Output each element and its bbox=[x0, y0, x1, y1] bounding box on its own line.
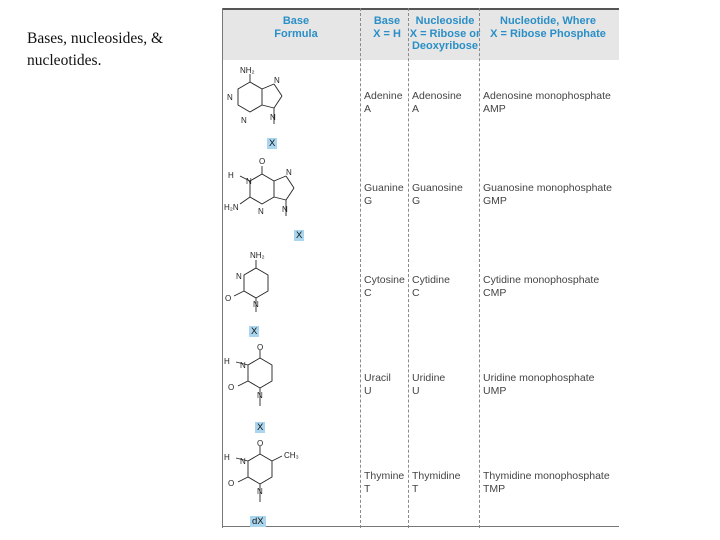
table-header bbox=[222, 8, 619, 60]
column-divider bbox=[408, 8, 409, 528]
base-name: Guanine bbox=[364, 182, 404, 194]
header-base: Base X = H bbox=[373, 15, 401, 40]
nucleoside-abbr: C bbox=[412, 287, 420, 299]
nucleotide-abbr: AMP bbox=[483, 103, 506, 115]
nucleoside-name: Cytidine bbox=[412, 274, 450, 286]
base-name: Uracil bbox=[364, 372, 391, 384]
base-name: Thymine bbox=[364, 470, 405, 482]
x-substituent-box: dX bbox=[252, 516, 264, 527]
nitrogen-label: N bbox=[227, 93, 233, 102]
nitrogen-label: N bbox=[241, 116, 247, 125]
amine-label: NH₂ bbox=[240, 66, 255, 75]
methyl-label: CH₃ bbox=[284, 451, 299, 460]
oxygen-label: O bbox=[228, 479, 235, 488]
hydrogen-label: H bbox=[224, 357, 230, 366]
x-substituent-box: X bbox=[296, 230, 303, 241]
header-nucleotide: Nucleotide, Where X = Ribose Phosphate bbox=[490, 15, 606, 40]
nucleoside-name: Thymidine bbox=[412, 470, 461, 482]
nitrogen-label: N bbox=[274, 76, 280, 85]
nitrogen-label: N bbox=[257, 487, 263, 496]
amine-label: H₂N bbox=[224, 203, 239, 212]
nucleotide-name: Cytidine monophosphate bbox=[483, 274, 600, 286]
nitrogen-label: N bbox=[236, 272, 242, 281]
header-nucleoside: Nucleoside X = Ribose or Deoxyribose bbox=[409, 15, 481, 52]
nitrogen-label: N bbox=[253, 300, 259, 309]
thymine-structure bbox=[222, 438, 362, 530]
nucleoside-abbr: G bbox=[412, 195, 421, 207]
nucleotide-abbr: TMP bbox=[483, 483, 506, 495]
nucleotide-table bbox=[222, 8, 619, 528]
cytosine-structure bbox=[222, 246, 362, 338]
base-name: Cytosine bbox=[364, 274, 405, 286]
x-substituent-box: X bbox=[257, 422, 264, 433]
oxygen-label: O bbox=[259, 157, 266, 166]
amine-label: NH₂ bbox=[250, 251, 265, 260]
nitrogen-label: N bbox=[270, 113, 276, 122]
nitrogen-label: N bbox=[246, 177, 252, 186]
oxygen-label: O bbox=[257, 343, 264, 352]
base-abbr: U bbox=[364, 385, 372, 397]
guanine-structure bbox=[222, 154, 362, 246]
header-base-formula: Base Formula bbox=[274, 15, 318, 40]
uracil-structure bbox=[222, 342, 362, 434]
nitrogen-label: N bbox=[282, 205, 288, 214]
nucleoside-abbr: T bbox=[412, 483, 419, 495]
oxygen-label: O bbox=[225, 294, 232, 303]
base-abbr: C bbox=[364, 287, 372, 299]
nucleotide-abbr: GMP bbox=[483, 195, 507, 207]
nucleotide-name: Guanosine monophosphate bbox=[483, 182, 613, 194]
nucleoside-name: Uridine bbox=[412, 372, 446, 384]
nucleoside-abbr: U bbox=[412, 385, 420, 397]
nucleoside-abbr: A bbox=[412, 103, 420, 115]
nitrogen-label: N bbox=[258, 207, 264, 216]
base-abbr: A bbox=[364, 103, 372, 115]
nitrogen-label: N bbox=[240, 361, 246, 370]
nucleotide-abbr: UMP bbox=[483, 385, 507, 397]
base-abbr: T bbox=[364, 483, 371, 495]
x-substituent-box: X bbox=[269, 138, 276, 149]
nucleotide-name: Adenosine monophosphate bbox=[483, 90, 611, 102]
oxygen-label: O bbox=[257, 439, 264, 448]
nitrogen-label: N bbox=[240, 457, 246, 466]
nucleoside-name: Adenosine bbox=[412, 90, 462, 102]
nitrogen-label: N bbox=[257, 391, 263, 400]
nucleotide-name: Thymidine monophosphate bbox=[483, 470, 610, 482]
nucleotide-name: Uridine monophosphate bbox=[483, 372, 595, 384]
oxygen-label: O bbox=[228, 383, 235, 392]
hydrogen-label: H bbox=[228, 171, 234, 180]
nucleotide-abbr: CMP bbox=[483, 287, 507, 299]
x-substituent-box: X bbox=[251, 326, 258, 337]
nitrogen-label: N bbox=[286, 168, 292, 177]
nucleoside-name: Guanosine bbox=[412, 182, 463, 194]
base-name: Adenine bbox=[364, 90, 403, 102]
adenine-structure bbox=[222, 62, 362, 154]
hydrogen-label: H bbox=[224, 453, 230, 462]
base-abbr: G bbox=[364, 195, 373, 207]
column-divider bbox=[479, 8, 480, 528]
slide-title: Bases, nucleosides, & nucleotides. bbox=[27, 30, 164, 69]
